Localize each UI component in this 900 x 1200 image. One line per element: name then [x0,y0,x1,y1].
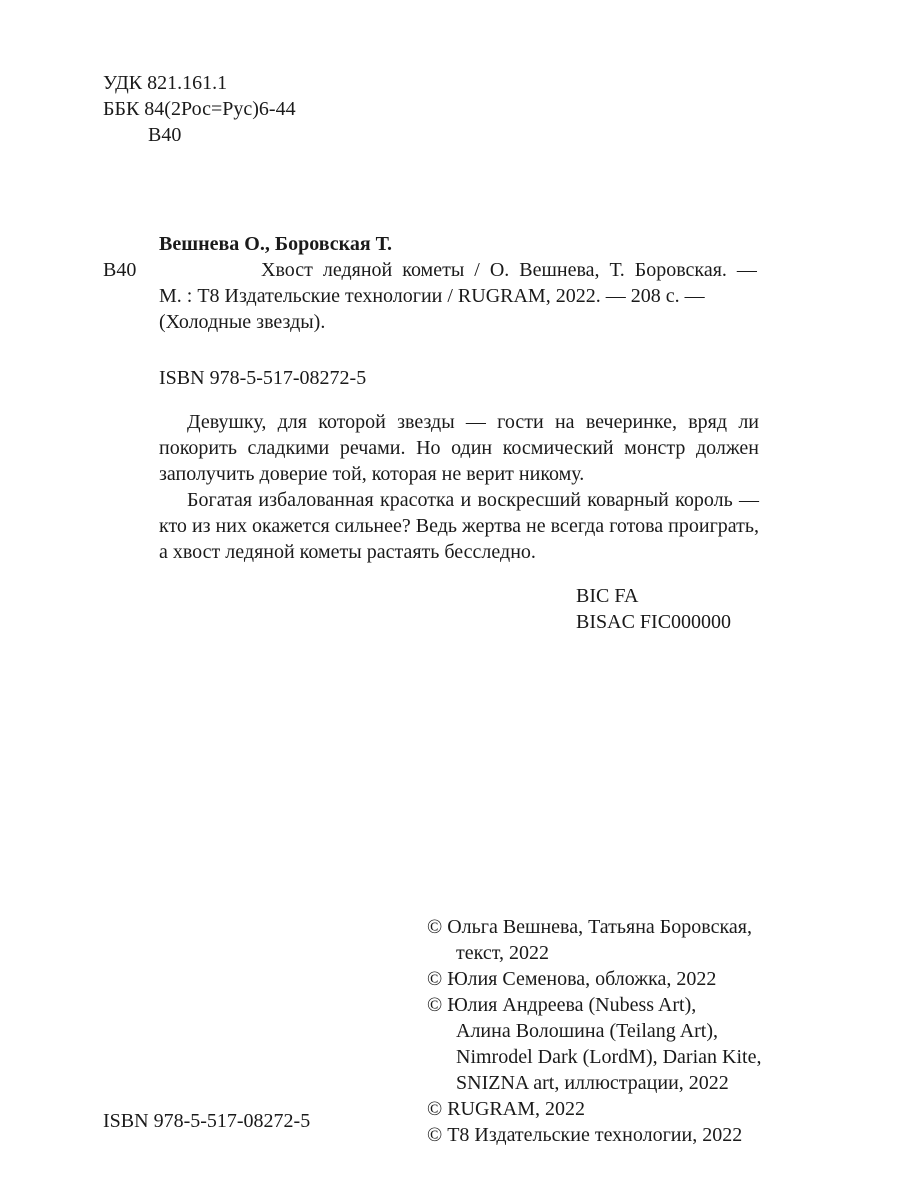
copyright-line: © Т8 Издательские технологии, 2022 [427,1124,743,1146]
copyright-line: © Юлия Семенова, обложка, 2022 [427,968,717,990]
copyright-line: SNIZNA art, иллюстрации, 2022 [456,1072,729,1094]
isbn-bottom: ISBN 978-5-517-08272-5 [103,1110,311,1132]
copyright-line: Алина Волошина (Teilang Art), [456,1020,719,1042]
bisac-code: BISAC FIC000000 [576,611,732,633]
bic-code: BIC FA [576,585,639,607]
bib-line-publisher: М. : Т8 Издательские технологии / RUGRAM, 2022. — 208 с. — [159,285,705,307]
bib-line-title: Хвост ледяной кометы / О. Вешнева, Т. Боровская. — [261,259,757,281]
copyright-block [427,914,761,1148]
bib-title-row [103,257,763,283]
subject-codes [576,583,731,635]
isbn-main: ISBN 978-5-517-08272-5 [159,367,367,389]
classification-block [103,70,296,148]
authors-heading: Вешнева О., Боровская Т. [159,233,393,255]
bib-author-mark: В40 [103,259,137,281]
bib-line-series: (Холодные звезды). [159,311,326,333]
copyright-line: © Ольга Вешнева, Татьяна Боровская, [427,916,752,938]
copyright-line: © RUGRAM, 2022 [427,1098,585,1120]
copyright-line: текст, 2022 [456,942,549,964]
annotation-paragraph: Девушку, для которой звезды — гости на вечеринке, вряд ли покорить сладкими речами. Но один космический монстр должен заполучить доверие той, которая не верит никому. [159,411,759,485]
annotation-paragraph: Богатая избалованная красотка и воскресший коварный король — кто из них окажется сильнее? Ведь жертва не всегда готова проиграть, а хвост ледяной кометы растаять бесследно. [159,489,759,563]
bbk-code: ББК 84(2Рос=Рус)6-44 [103,98,296,120]
udk-code: УДК 821.161.1 [103,72,228,94]
copyright-line: Nimrodel Dark (LordM), Darian Kite, [456,1046,762,1068]
annotation [159,409,759,565]
bibliographic-record [103,231,763,335]
copyright-line: © Юлия Андреева (Nubess Art), [427,994,697,1016]
author-mark: В40 [148,124,182,146]
